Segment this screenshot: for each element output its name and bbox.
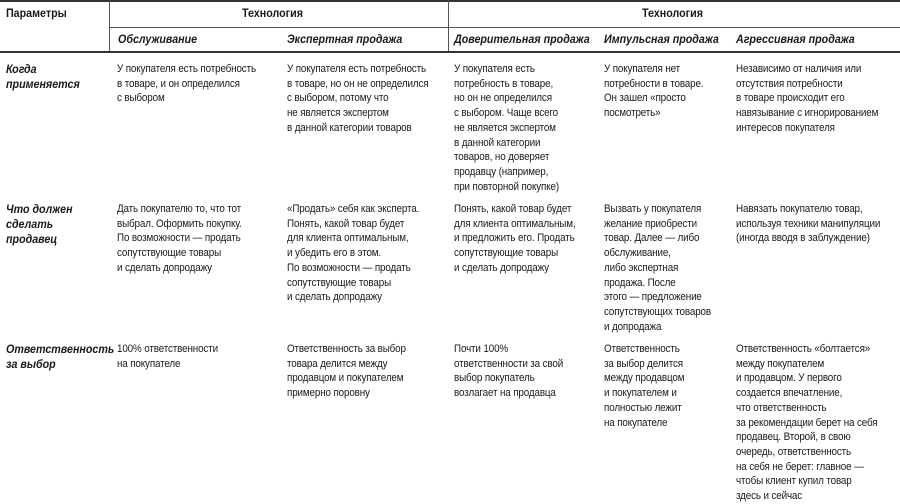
column-header-impulse: Импульсная продажа <box>604 34 719 46</box>
cell-action-expert: «Продать» себя как эксперта. Понять, какой товар будет для клиента оптимальным, и убедить его в этом. По возможности — продать сопутствующие товары и сделать допродажу <box>287 203 420 304</box>
cell-when-trust: У покупателя есть потребность в товаре, но он не определился с выбором. Чаще всего не является экспертом в данной категории товаров, но доверяет продавцу (например, при повторной покупке) <box>454 63 560 193</box>
cell-resp-impulse: Ответственность за выбор делится между продавцом и покупателем и полностью лежит на покупателе <box>604 343 685 429</box>
cell-when-expert: У покупателя есть потребность в товаре, но он не определился с выбором, потому что не является экспертом в данной категории товаров <box>287 63 429 134</box>
cell-resp-expert: Ответственность за выбор товара делится между продавцом и покупателем примерно поровну <box>287 343 406 400</box>
cell-when-service: У покупателя есть потребность в товаре, и он определился с выбором <box>117 63 256 105</box>
column-header-expert: Экспертная продажа <box>287 34 403 46</box>
cell-when-aggressive: Независимо от наличия или отсутствия потребности в товаре происходит его навязывание с игнорированием интересов покупателя <box>736 63 879 134</box>
cell-resp-aggressive: Ответственность «болтается» между покупателем и продавцом. У первого создается впечатление, что ответственность за рекомендации берет на себя продавец. Второй, в свою очередь, ответственность на себя не берет: главное — чтобы клиент купил товар здесь и сейчас <box>736 343 878 503</box>
row-label-responsibility: Ответственность за выбор <box>6 344 115 371</box>
cell-action-impulse: Вызвать у покупателя желание приобрести товар. Далее — либо обслуживание, либо экспертная продажа. После этого — предложение сопутствующих товаров и допродажа <box>604 203 711 333</box>
cell-action-aggressive: Навязать покупателю товар, используя техники манипуляции (иногда вводя в заблуждение) <box>736 203 881 245</box>
column-header-aggressive: Агрессивная продажа <box>736 34 855 46</box>
params-divider <box>109 0 110 52</box>
cell-action-trust: Понять, какой товар будет для клиента оптимальным, и предложить его. Продать сопутствующие товары и сделать допродажу <box>454 203 576 274</box>
column-header-trust: Доверительная продажа <box>454 34 590 46</box>
header-group-1: Технология <box>242 8 303 20</box>
cell-when-impulse: У покупателя нет потребности в товаре. Он зашел «просто посмотреть» <box>604 63 704 120</box>
cell-resp-service: 100% ответственности на покупателе <box>117 343 218 370</box>
header-subline <box>110 27 900 28</box>
column-header-service: Обслуживание <box>118 34 198 46</box>
header-bottom <box>0 51 900 53</box>
cell-resp-trust: Почти 100% ответственности за свой выбор покупатель возлагает на продавца <box>454 343 564 400</box>
row-label-when: Когда применяется <box>6 64 80 91</box>
cell-action-service: Дать покупателю то, что тот выбрал. Оформить покупку. По возможности — продать сопутствующие товары и сделать допродажу <box>117 203 242 274</box>
header-group-2: Технология <box>642 8 703 20</box>
top-border <box>0 0 900 2</box>
row-label-seller-action: Что должен сделать продавец <box>6 204 73 246</box>
header-params: Параметры <box>6 8 67 20</box>
group-divider <box>448 0 449 52</box>
